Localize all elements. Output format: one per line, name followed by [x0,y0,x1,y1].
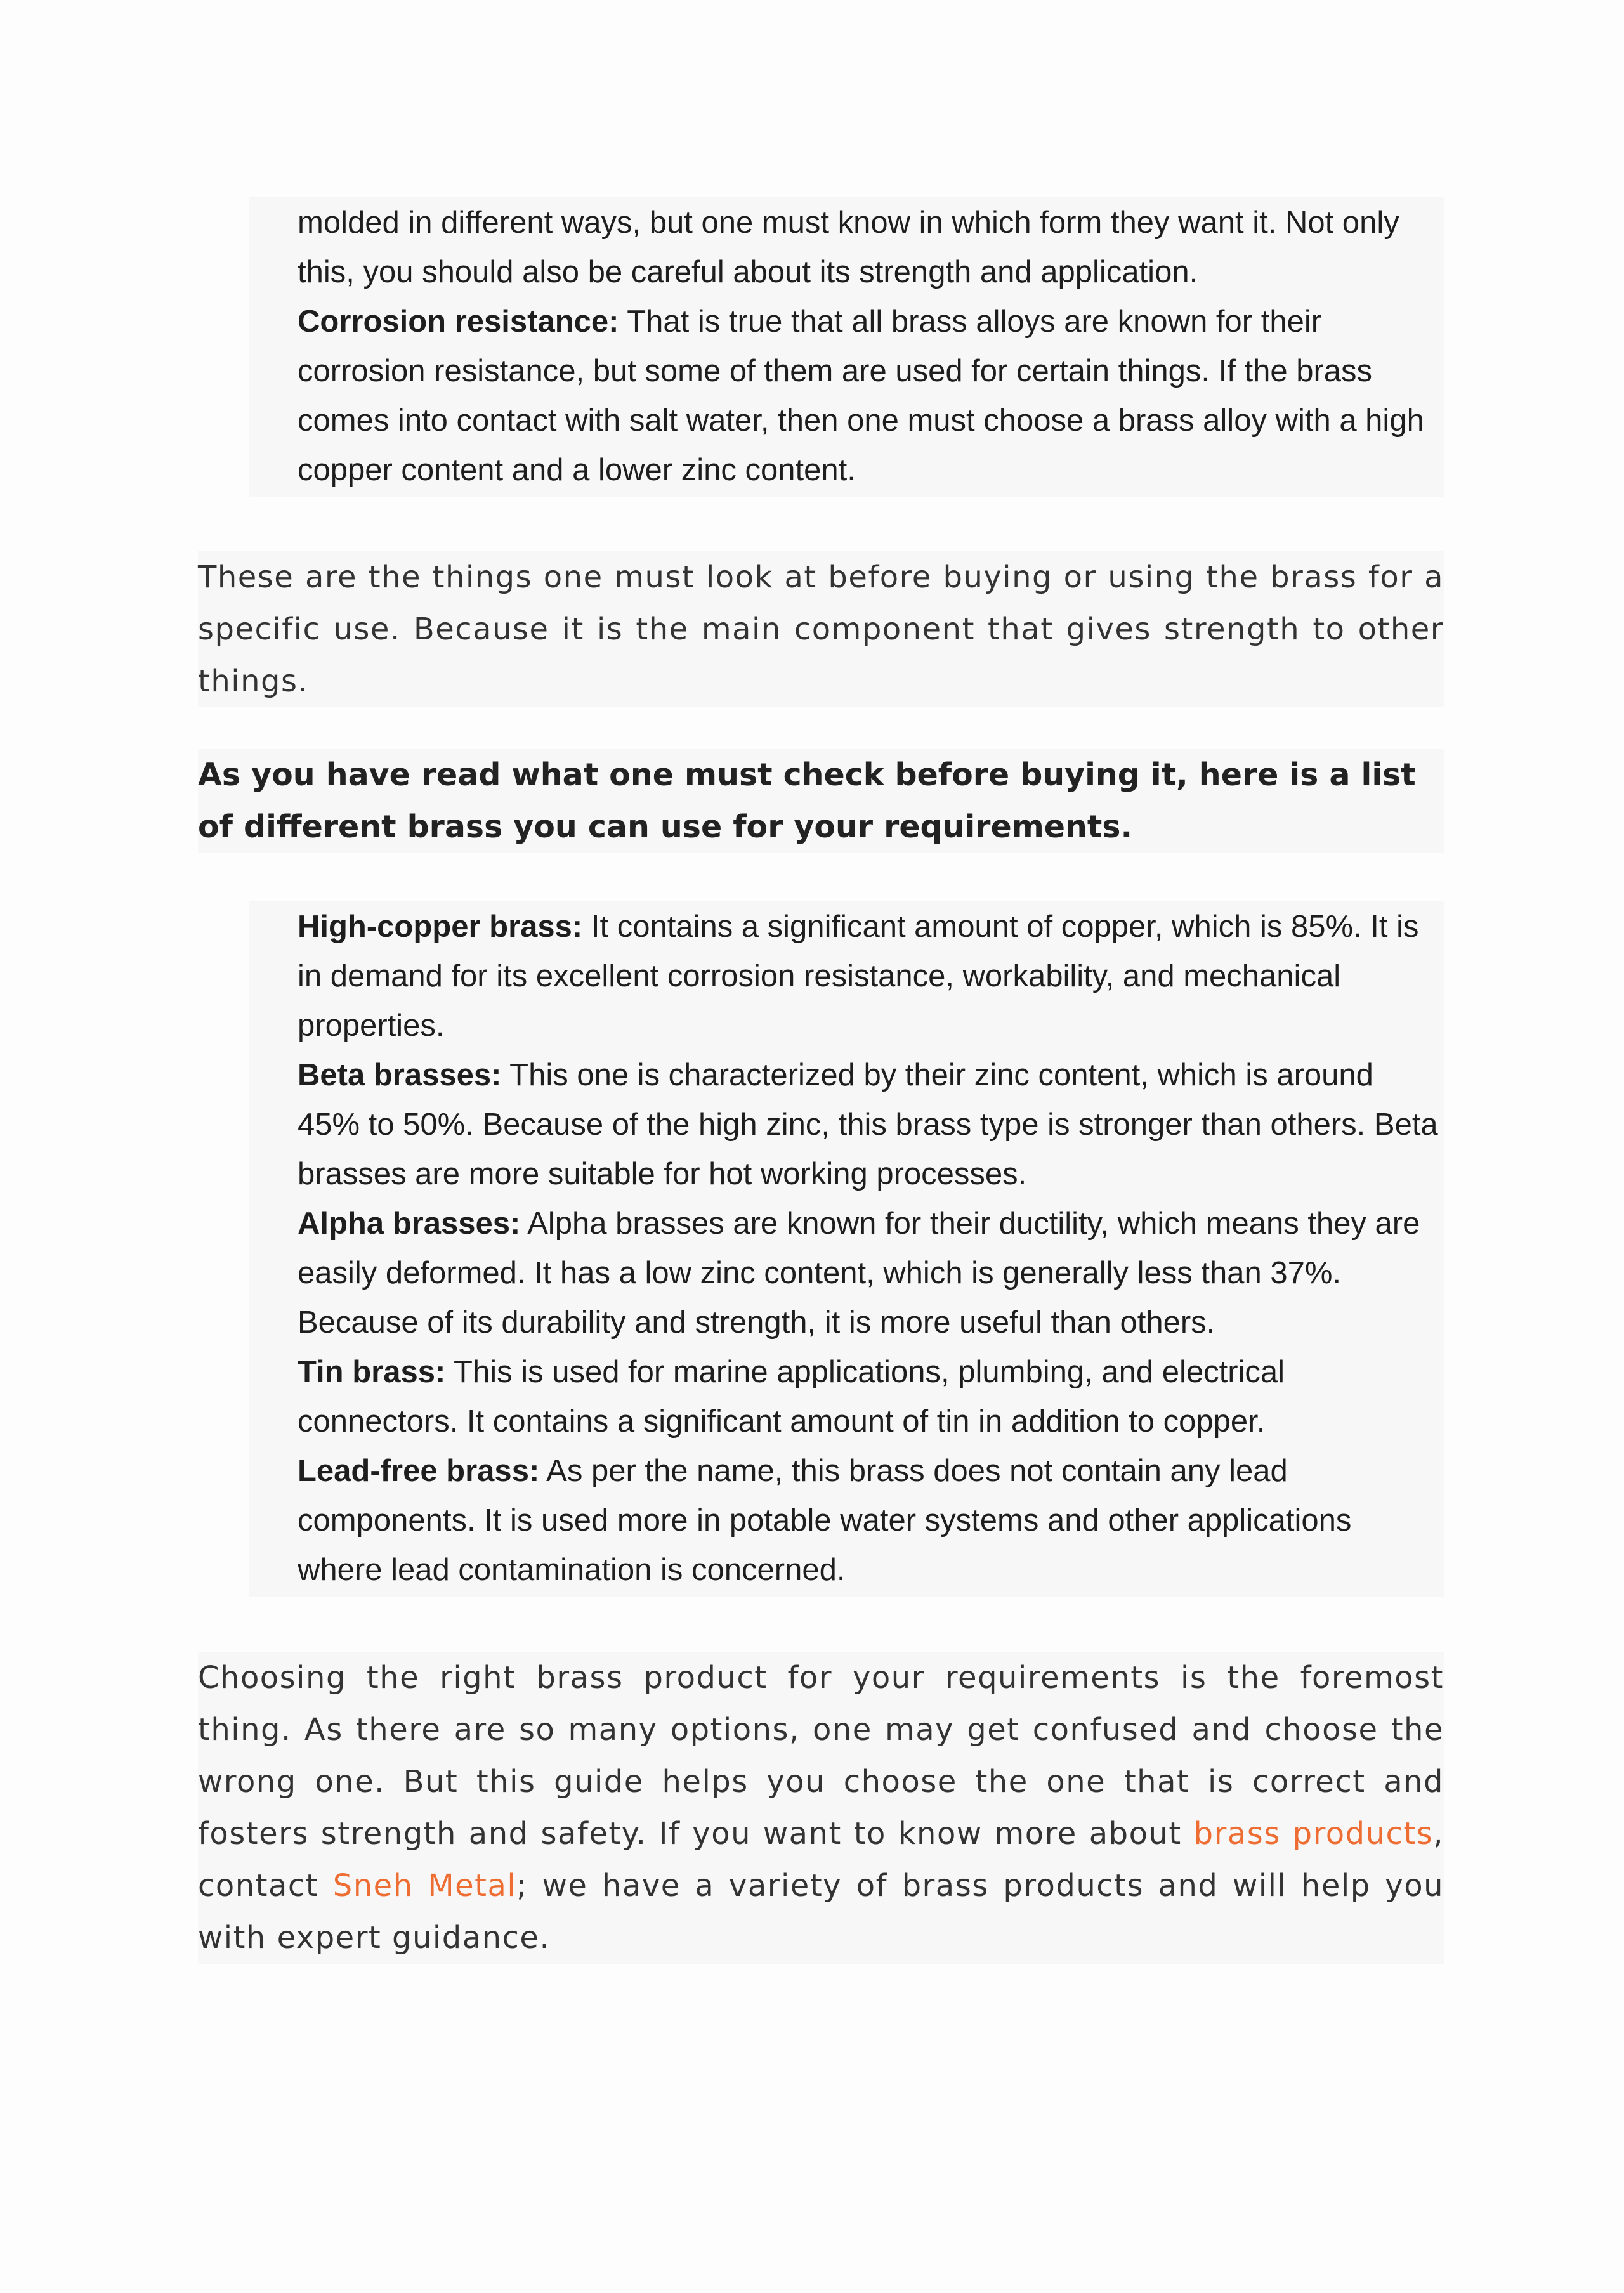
list-item [298,1446,1444,1595]
list-item [298,1347,1444,1446]
list-item-text: This is used for marine applications, plumbing, and electrical connectors. It contains a significant amount of tin in addition to copper. [298,1355,1285,1439]
list-item-term: High-copper brass: [298,910,583,944]
list-item [298,902,1444,1050]
list-item-text: That is true that all brass alloys are known for their corrosion resistance, but some of them are used for certain things. If the brass comes into contact with salt water, then one must choose a brass alloy with a high copper content and a lower zinc content. [298,304,1424,487]
list-item-term: Tin brass: [298,1355,446,1389]
closing-text: , contact [198,1816,1444,1904]
closing-text: ; we have a variety of brass products and will help you with expert guidance. [198,1868,1444,1956]
list-item-term: Beta brasses: [298,1058,502,1092]
closing-text: Choosing the right brass product for your requirements is the foremost thing. As there are so many options, one may get confused and choose the wrong one. But this guide helps you choose the one that is correct and fosters strength and safety. If you want to know more about [198,1660,1444,1852]
brass-properties-list [249,197,1444,497]
list-item [298,198,1444,297]
summary-paragraph: These are the things one must look at before buying or using the brass for a specific use. Because it is the main component that gives strength to other things. [198,551,1444,707]
brass-types-list [249,901,1444,1597]
list-item [298,297,1444,495]
list-item-term: Lead-free brass: [298,1454,540,1488]
list-item-term: Alpha brasses: [298,1206,521,1241]
list-item-text: As per the name, this brass does not contain any lead components. It is used more in potable water systems and other applications where lead contamination is concerned. [298,1454,1352,1587]
section-heading: As you have read what one must check before buying it, here is a list of different brass you can use for your requirements. [198,749,1444,853]
list-item-text: molded in different ways, but one must know in which form they want it. Not only this, you should also be careful about its strength and application. [298,206,1399,289]
closing-paragraph [198,1652,1444,1964]
list-item-text: It contains a significant amount of copper, which is 85%. It is in demand for its excellent corrosion resistance, workability, and mechanical properties. [298,910,1419,1043]
brass-products-link[interactable]: brass products [1193,1816,1434,1852]
list-item [298,1199,1444,1347]
list-item-term: Corrosion resistance: [298,304,619,339]
list-item [298,1050,1444,1199]
list-item-text: This one is characterized by their zinc content, which is around 45% to 50%. Because of the high zinc, this brass type is stronger than others. Beta brasses are more suitable for hot working processes. [298,1058,1438,1191]
sneh-metal-link[interactable]: Sneh Metal [332,1868,517,1904]
list-item-text: Alpha brasses are known for their ductility, which means they are easily deformed. It has a low zinc content, which is generally less than 37%. Because of its durability and strength, it is more useful than others. [298,1206,1420,1340]
